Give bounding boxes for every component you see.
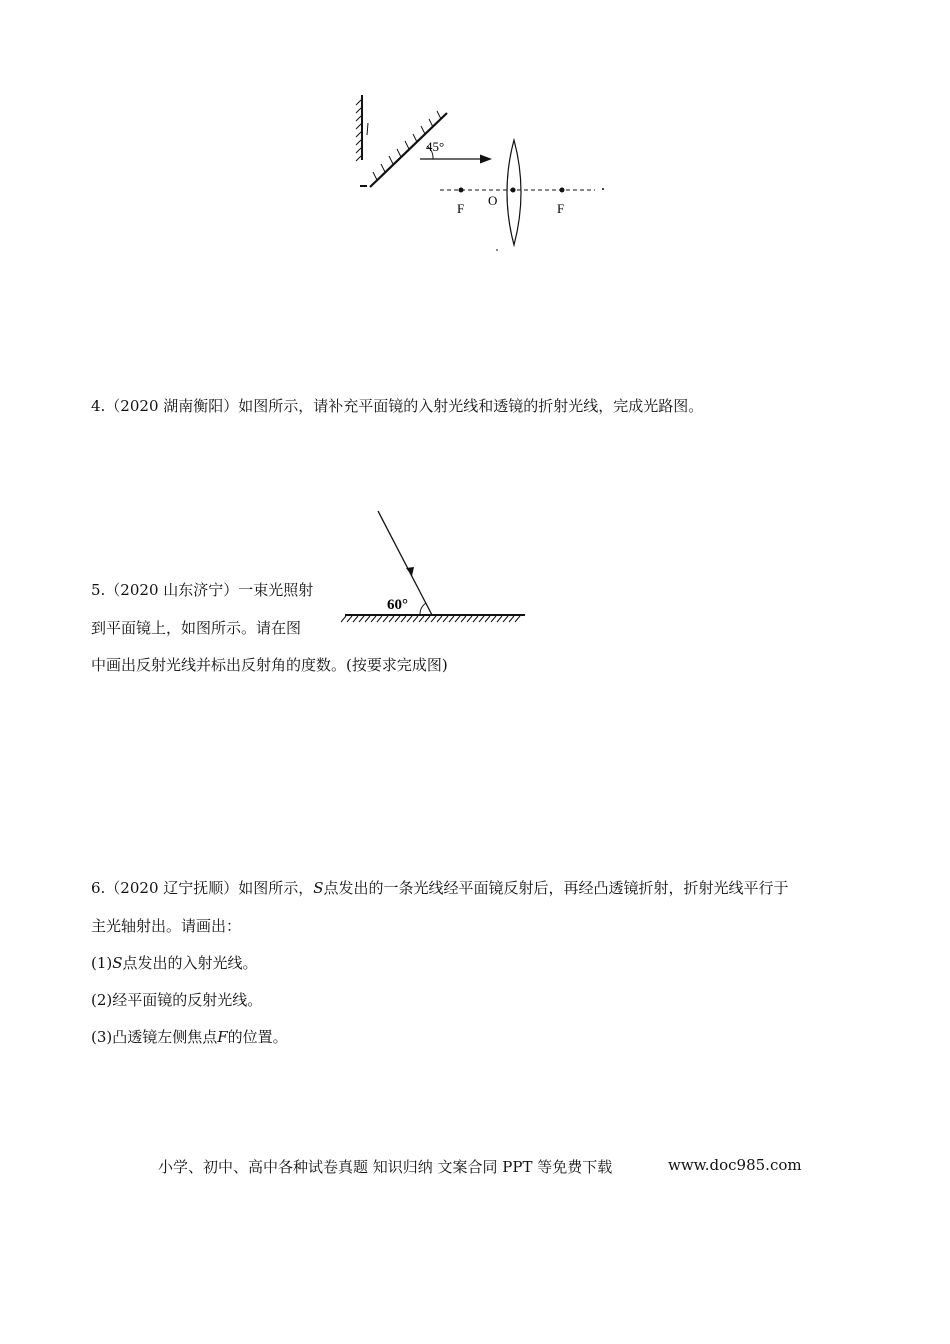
question-6-item-1: (1)S点发出的入射光线。 (91, 954, 258, 972)
question-6-line-1: 6.（2020 辽宁抚顺）如图所示，S点发出的一条光线经平面镜反射后，再经凸透镜折射，折射光线平行于 (91, 879, 789, 897)
focus-label-right: F (557, 201, 565, 216)
footer-url: www.doc985.com (668, 1156, 802, 1174)
center-label: O (488, 193, 498, 208)
question-6-item-3: (3)凸透镜左侧焦点F的位置。 (91, 1028, 288, 1046)
reflection-figure (340, 505, 530, 630)
focus-label-left: F (457, 201, 465, 216)
mirror-lens-figure (340, 85, 610, 260)
question-5-line-2: 到平面镜上，如图所示。请在图 (91, 619, 302, 637)
question-5-line-1: 5.（2020 山东济宁）一束光照射 (91, 581, 314, 599)
question-5-line-3: 中画出反射光线并标出反射角的度数。(按要求完成图) (91, 656, 448, 674)
angle-label-45: 45° (426, 139, 445, 154)
question-6-line-2: 主光轴射出。请画出： (91, 917, 242, 935)
question-6-item-2: (2)经平面镜的反射光线。 (91, 991, 263, 1009)
question-4: 4.（2020 湖南衡阳）如图所示，请补充平面镜的入射光线和透镜的折射光线，完成光路图。 (91, 397, 704, 415)
footer-text: 小学、初中、高中各种试卷真题 知识归纳 文案合同 PPT 等免费下载 (158, 1158, 613, 1176)
angle-label-60: 60° (387, 597, 408, 613)
